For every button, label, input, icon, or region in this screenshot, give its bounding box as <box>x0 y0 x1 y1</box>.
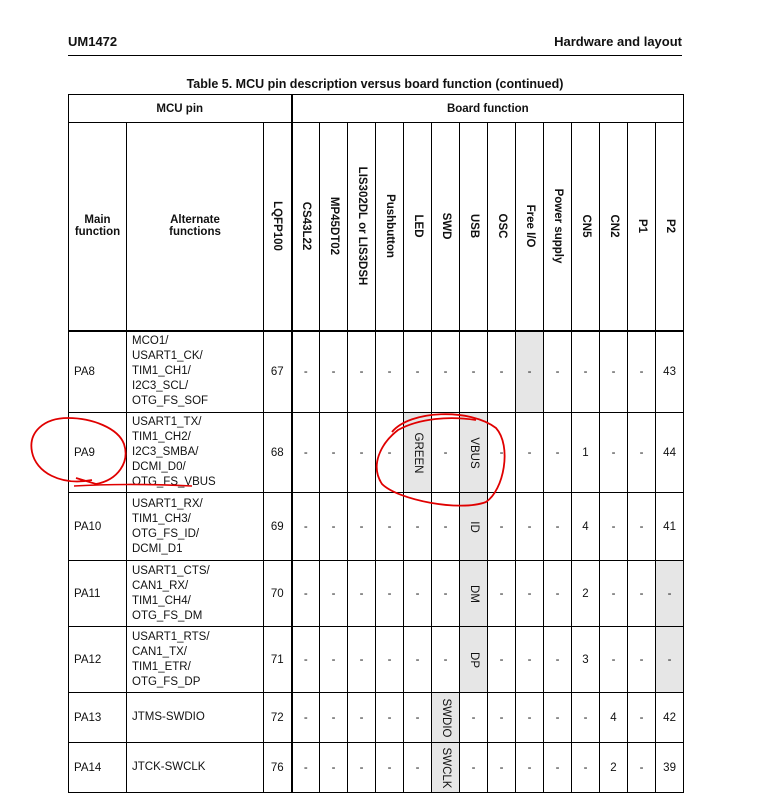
board-cell-led: - <box>404 627 432 693</box>
board-cell-cs43l22: - <box>292 627 320 693</box>
board-cell-usb: VBUS <box>460 413 488 493</box>
board-cell-p2: 41 <box>656 493 684 561</box>
board-cell-p2: - <box>656 627 684 693</box>
alternate-functions-cell <box>127 413 264 493</box>
col-mp45dt02: MP45DT02 <box>320 123 348 331</box>
board-cell-lis302dl-or-lis3dsh: - <box>348 743 376 793</box>
alternate-function-line: OTG_FS_VBUS <box>132 476 216 488</box>
table-row <box>69 331 684 413</box>
main-function-cell: PA11 <box>69 561 127 627</box>
board-cell-lis302dl-or-lis3dsh: - <box>348 413 376 493</box>
board-cell-osc: - <box>488 693 516 743</box>
board-cell-cs43l22: - <box>292 693 320 743</box>
alternate-functions-cell <box>127 693 264 743</box>
board-cell-cn5: 4 <box>572 493 600 561</box>
alternate-function-line: JTMS-SWDIO <box>132 711 205 723</box>
board-cell-cs43l22: - <box>292 493 320 561</box>
alternate-function-line: OTG_FS_DP <box>132 675 201 688</box>
col-p2: P2 <box>656 123 684 331</box>
board-cell-power-supply: - <box>544 743 572 793</box>
alternate-function-line: MCO1/ <box>132 335 169 348</box>
board-cell-free-i-o: - <box>516 693 544 743</box>
board-cell-free-i-o: - <box>516 627 544 693</box>
board-cell-usb: DM <box>460 561 488 627</box>
board-cell-power-supply: - <box>544 331 572 413</box>
board-cell-led: - <box>404 493 432 561</box>
board-cell-p1: - <box>628 561 656 627</box>
board-cell-lis302dl-or-lis3dsh: - <box>348 331 376 413</box>
col-lis302dl-or-lis3dsh: LIS302DL or LIS3DSH <box>348 123 376 331</box>
board-cell-cn5: - <box>572 331 600 413</box>
board-cell-power-supply: - <box>544 627 572 693</box>
alternate-function-line: OTG_FS_SOF <box>132 395 209 408</box>
board-cell-cn2: - <box>600 331 628 413</box>
board-cell-lis302dl-or-lis3dsh: - <box>348 561 376 627</box>
board-cell-swd: - <box>432 331 460 413</box>
board-cell-mp45dt02: - <box>320 561 348 627</box>
col-osc: OSC <box>488 123 516 331</box>
table-row <box>69 561 684 627</box>
alternate-function-line: DCMI_D0/ <box>132 461 186 473</box>
alternate-function-line: USART1_RX/ <box>132 497 203 510</box>
board-cell-pushbutton: - <box>376 413 404 493</box>
board-cell-cs43l22: - <box>292 331 320 413</box>
board-cell-led: - <box>404 743 432 793</box>
board-cell-osc: - <box>488 493 516 561</box>
board-cell-osc: - <box>488 743 516 793</box>
board-cell-p2: 42 <box>656 693 684 743</box>
alternate-function-line: TIM1_CH1/ <box>132 365 191 378</box>
alternate-functions-cell <box>127 743 264 793</box>
board-cell-cn5: - <box>572 693 600 743</box>
board-cell-cs43l22: - <box>292 561 320 627</box>
main-function-cell: PA8 <box>69 331 127 413</box>
col-cs43l22: CS43L22 <box>292 123 320 331</box>
board-cell-power-supply: - <box>544 413 572 493</box>
alternate-function-line: OTG_FS_DM <box>132 609 203 622</box>
board-cell-pushbutton: - <box>376 627 404 693</box>
alternate-function-line: I2C3_SMBA/ <box>132 446 199 458</box>
board-cell-usb: - <box>460 743 488 793</box>
lqfp100-cell: 72 <box>264 693 292 743</box>
board-cell-lis302dl-or-lis3dsh: - <box>348 693 376 743</box>
board-cell-free-i-o: - <box>516 493 544 561</box>
board-cell-osc: - <box>488 627 516 693</box>
board-cell-p1: - <box>628 693 656 743</box>
col-led: LED <box>404 123 432 331</box>
board-cell-pushbutton: - <box>376 743 404 793</box>
board-cell-p2: 43 <box>656 331 684 413</box>
board-cell-cn2: - <box>600 561 628 627</box>
board-cell-free-i-o: - <box>516 331 544 413</box>
lqfp100-cell: 76 <box>264 743 292 793</box>
board-cell-p1: - <box>628 743 656 793</box>
alternate-function-line: DCMI_D1 <box>132 542 183 555</box>
header-rule <box>68 55 682 56</box>
col-lqfp100: LQFP100 <box>264 123 292 331</box>
board-cell-usb: - <box>460 693 488 743</box>
alternate-functions-cell <box>127 493 264 561</box>
alternate-function-line: OTG_FS_ID/ <box>132 527 200 540</box>
board-cell-cn2: - <box>600 627 628 693</box>
board-cell-p2: 39 <box>656 743 684 793</box>
board-cell-pushbutton: - <box>376 331 404 413</box>
alternate-function-line: TIM1_CH2/ <box>132 431 191 443</box>
table-row <box>69 413 684 493</box>
board-cell-p1: - <box>628 331 656 413</box>
alternate-function-line: USART1_RTS/ <box>132 630 210 643</box>
board-cell-mp45dt02: - <box>320 493 348 561</box>
board-cell-usb: DP <box>460 627 488 693</box>
main-function-cell: PA13 <box>69 693 127 743</box>
lqfp100-cell: 69 <box>264 493 292 561</box>
main-function-cell: PA9 <box>69 413 127 493</box>
board-cell-cs43l22: - <box>292 413 320 493</box>
col-usb: USB <box>460 123 488 331</box>
board-cell-cn5: - <box>572 743 600 793</box>
alternate-function-line: TIM1_ETR/ <box>132 660 191 673</box>
board-cell-cn5: 2 <box>572 561 600 627</box>
alternate-function-line: USART1_TX/ <box>132 416 202 428</box>
col-power-supply: Power supply <box>544 123 572 331</box>
alternate-function-line: USART1_CK/ <box>132 350 203 363</box>
table-row <box>69 743 684 793</box>
alternate-function-line: JTCK-SWCLK <box>132 761 206 773</box>
board-cell-mp45dt02: - <box>320 413 348 493</box>
col-p1: P1 <box>628 123 656 331</box>
board-cell-power-supply: - <box>544 561 572 627</box>
board-cell-p1: - <box>628 493 656 561</box>
board-cell-p1: - <box>628 627 656 693</box>
section-title: Hardware and layout <box>554 34 682 49</box>
board-cell-led: - <box>404 561 432 627</box>
col-free-i-o: Free I/O <box>516 123 544 331</box>
board-cell-swd: - <box>432 627 460 693</box>
board-cell-swd: SWDIO <box>432 693 460 743</box>
board-cell-swd: - <box>432 493 460 561</box>
col-pushbutton: Pushbutton <box>376 123 404 331</box>
board-cell-osc: - <box>488 561 516 627</box>
table-row <box>69 693 684 743</box>
board-cell-cn5: 1 <box>572 413 600 493</box>
board-cell-cn5: 3 <box>572 627 600 693</box>
board-cell-power-supply: - <box>544 693 572 743</box>
lqfp100-cell: 68 <box>264 413 292 493</box>
lqfp100-cell: 70 <box>264 561 292 627</box>
board-cell-pushbutton: - <box>376 493 404 561</box>
board-cell-swd: - <box>432 561 460 627</box>
alternate-function-line: I2C3_SCL/ <box>132 380 189 393</box>
col-swd: SWD <box>432 123 460 331</box>
alternate-functions-cell <box>127 331 264 413</box>
col-alternate-functions: Alternate functions <box>127 123 264 331</box>
lqfp100-cell: 71 <box>264 627 292 693</box>
board-cell-osc: - <box>488 413 516 493</box>
board-cell-usb: ID <box>460 493 488 561</box>
alternate-functions-cell <box>127 561 264 627</box>
board-cell-mp45dt02: - <box>320 331 348 413</box>
board-cell-swd: SWCLK <box>432 743 460 793</box>
col-cn2: CN2 <box>600 123 628 331</box>
alternate-function-line: USART1_CTS/ <box>132 564 210 577</box>
board-cell-p1: - <box>628 413 656 493</box>
board-cell-swd: - <box>432 413 460 493</box>
alternate-function-line: TIM1_CH3/ <box>132 512 191 525</box>
board-cell-lis302dl-or-lis3dsh: - <box>348 493 376 561</box>
alternate-function-line: TIM1_CH4/ <box>132 594 191 607</box>
group-mcu-pin: MCU pin <box>69 95 292 123</box>
table-caption: Table 5. MCU pin description versus board function (continued) <box>186 77 564 91</box>
board-cell-mp45dt02: - <box>320 743 348 793</box>
board-cell-led: - <box>404 331 432 413</box>
board-cell-usb: - <box>460 331 488 413</box>
board-cell-cn2: 2 <box>600 743 628 793</box>
board-cell-free-i-o: - <box>516 413 544 493</box>
lqfp100-cell: 67 <box>264 331 292 413</box>
board-cell-mp45dt02: - <box>320 627 348 693</box>
doc-id: UM1472 <box>68 34 118 49</box>
col-cn5: CN5 <box>572 123 600 331</box>
board-cell-pushbutton: - <box>376 693 404 743</box>
board-cell-lis302dl-or-lis3dsh: - <box>348 627 376 693</box>
board-cell-p2: 44 <box>656 413 684 493</box>
board-cell-cn2: - <box>600 493 628 561</box>
main-function-cell: PA10 <box>69 493 127 561</box>
group-board-function: Board function <box>292 95 684 123</box>
pin-table <box>68 94 684 793</box>
main-function-cell: PA14 <box>69 743 127 793</box>
board-cell-cn2: - <box>600 413 628 493</box>
table-row <box>69 493 684 561</box>
board-cell-mp45dt02: - <box>320 693 348 743</box>
board-cell-p2: - <box>656 561 684 627</box>
board-cell-led: GREEN <box>404 413 432 493</box>
main-function-cell: PA12 <box>69 627 127 693</box>
board-cell-osc: - <box>488 331 516 413</box>
board-cell-cs43l22: - <box>292 743 320 793</box>
board-cell-power-supply: - <box>544 493 572 561</box>
alternate-function-line: CAN1_TX/ <box>132 645 187 658</box>
board-cell-free-i-o: - <box>516 561 544 627</box>
alternate-functions-cell <box>127 627 264 693</box>
col-main-function: Main function <box>69 123 127 331</box>
table-row <box>69 627 684 693</box>
board-cell-led: - <box>404 693 432 743</box>
board-cell-free-i-o: - <box>516 743 544 793</box>
alternate-function-line: CAN1_RX/ <box>132 579 189 592</box>
board-cell-pushbutton: - <box>376 561 404 627</box>
board-cell-cn2: 4 <box>600 693 628 743</box>
